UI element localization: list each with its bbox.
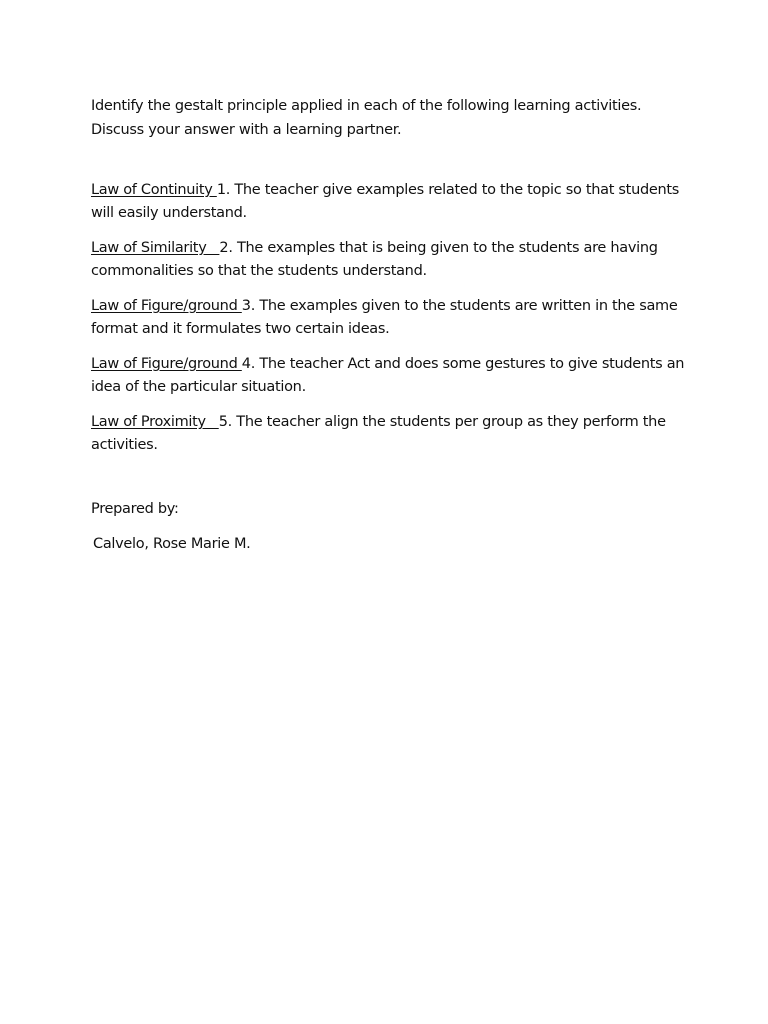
answer-item-1: Law of Continuity [91, 182, 217, 198]
instructions-line-2: Discuss your answer with a learning partner. [91, 122, 402, 138]
answer-item-2: Law of Similarity [91, 240, 220, 256]
document-page [91, 94, 691, 556]
answer-item-5: Law of Proximity [91, 414, 219, 430]
instructions [91, 94, 691, 142]
activity-list [91, 179, 691, 457]
activity-item-2 [91, 237, 691, 283]
instructions-line-1: Identify the gestalt principle applied in each of the following learning activities. [91, 98, 642, 114]
activity-text-2: 2. The examples that is being given to the students are having commonalities so that the students understand. [91, 240, 658, 279]
activity-item-1 [91, 179, 691, 225]
author-name: Calvelo, Rose Marie M. [93, 536, 251, 552]
activity-text-3: 3. The examples given to the students are written in the same format and it formulates two certain ideas. [91, 298, 678, 337]
activity-item-3 [91, 295, 691, 341]
activity-text-1: 1. The teacher give examples related to the topic so that students will easily understand. [91, 182, 680, 221]
activity-item-4 [91, 353, 691, 399]
answer-item-4: Law of Figure/ground [91, 356, 242, 372]
answer-item-3: Law of Figure/ground [91, 298, 242, 314]
prepared-by-label: Prepared by: [91, 501, 179, 517]
activity-item-5 [91, 411, 691, 457]
activity-text-5: 5. The teacher align the students per group as they perform the activities. [91, 414, 666, 453]
activity-text-4: 4. The teacher Act and does some gestures to give students an idea of the particular situation. [91, 356, 685, 395]
